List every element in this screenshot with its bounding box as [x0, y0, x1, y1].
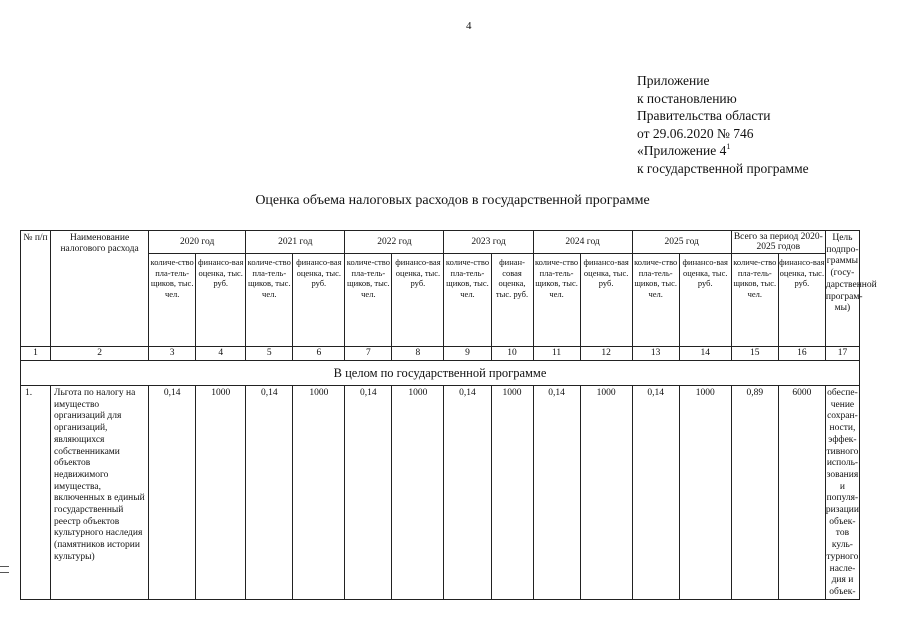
subheader-financial: финан-совая оценка, тыс. руб.	[491, 254, 533, 347]
column-number: 10	[491, 347, 533, 361]
column-number: 11	[533, 347, 580, 361]
column-number: 15	[731, 347, 778, 361]
column-number: 17	[825, 347, 859, 361]
appendix-line: к государственной программе	[637, 160, 809, 176]
payers-value: 0,14	[444, 386, 491, 600]
col-header-year: 2025 год	[632, 231, 731, 254]
subheader-payers: количе-ство пла-тель-щиков, тыс. чел.	[731, 254, 778, 347]
appendix-line: Приложение	[637, 73, 710, 88]
column-number: 3	[149, 347, 196, 361]
subheader-payers: количе-ство пла-тель-щиков, тыс. чел.	[149, 254, 196, 347]
col-header-total: Всего за период 2020-2025 годов	[731, 231, 825, 254]
financial-value: 1000	[491, 386, 533, 600]
payers-value: 0,14	[149, 386, 196, 600]
subheader-financial: финансо-вая оценка, тыс. руб.	[580, 254, 632, 347]
appendix-header	[637, 72, 809, 178]
subheader-financial: финансо-вая оценка, тыс. руб.	[196, 254, 246, 347]
appendix-line: от 29.06.2020 № 746	[637, 125, 754, 141]
subheader-financial: финансо-вая оценка, тыс. руб.	[392, 254, 444, 347]
col-header-year: 2021 год	[246, 231, 345, 254]
financial-value: 1000	[392, 386, 444, 600]
column-number: 9	[444, 347, 491, 361]
payers-value: 0,14	[345, 386, 392, 600]
col-header-year: 2024 год	[533, 231, 632, 254]
col-header-year: 2020 год	[149, 231, 246, 254]
tax-expenditure-name: Льгота по налогу на имущество организаций для организаций, являющихся собственниками объектов недвижимого имущества, включенных в единый государственный реестр объектов культурного наследия (памятников истории культуры)	[51, 386, 149, 600]
header-row	[21, 231, 860, 254]
payers-value: 0,14	[632, 386, 679, 600]
appendix-line	[637, 142, 809, 160]
appendix-superscript: 1	[726, 142, 731, 152]
subheader-payers: количе-ство пла-тель-щиков, тыс. чел.	[345, 254, 392, 347]
subheader-financial: финансо-вая оценка, тыс. руб.	[679, 254, 731, 347]
col-header-year: 2022 год	[345, 231, 444, 254]
col-header-year: 2023 год	[444, 231, 533, 254]
column-number: 2	[51, 347, 149, 361]
column-number: 6	[293, 347, 345, 361]
financial-value: 1000	[580, 386, 632, 600]
payers-value: 0,14	[246, 386, 293, 600]
col-header-number: № п/п	[21, 231, 51, 347]
payers-value: 0,14	[533, 386, 580, 600]
column-number: 14	[679, 347, 731, 361]
total-financial-value: 6000	[778, 386, 825, 600]
column-number: 5	[246, 347, 293, 361]
row-number: 1.	[21, 386, 51, 600]
column-number: 1	[21, 347, 51, 361]
appendix-line-text: «Приложение 4	[637, 143, 727, 159]
appendix-line: Правительства области	[637, 108, 771, 124]
subheader-payers: количе-ство пла-тель-щиков, тыс. чел.	[246, 254, 293, 347]
financial-value: 1000	[196, 386, 246, 600]
column-number: 13	[632, 347, 679, 361]
section-title: В целом по государственной программе	[21, 361, 860, 386]
column-number: 12	[580, 347, 632, 361]
col-header-goal: Цель подпро-граммы (госу-дарственной програм-мы)	[825, 231, 859, 347]
table-row	[21, 386, 860, 600]
column-number-row	[21, 347, 860, 361]
appendix-line: к постановлению	[637, 90, 737, 106]
subheader-financial: финансо-вая оценка, тыс. руб.	[293, 254, 345, 347]
program-goal: обеспе-чение сохран-ности, эффек-тивного исполь-зования и популя-ризации объек-тов куль-турного насле-дия и объек-	[825, 386, 859, 600]
subheader-financial: финансо-вая оценка, тыс. руб.	[778, 254, 825, 347]
section-row	[21, 361, 860, 386]
financial-value: 1000	[293, 386, 345, 600]
subheader-payers: количе-ство пла-тель-щиков, тыс. чел.	[444, 254, 491, 347]
column-number: 8	[392, 347, 444, 361]
subheader-payers: количе-ство пла-тель-щиков, тыс. чел.	[533, 254, 580, 347]
tax-expenditure-table	[20, 230, 877, 600]
page-number: 4	[466, 20, 472, 32]
document-title: Оценка объема налоговых расходов в государственной программе	[255, 193, 650, 208]
column-number: 16	[778, 347, 825, 361]
scan-edge-mark	[0, 566, 9, 573]
financial-value: 1000	[679, 386, 731, 600]
col-header-name: Наименование налогового расхода	[51, 231, 149, 347]
total-payers-value: 0,89	[731, 386, 778, 600]
column-number: 4	[196, 347, 246, 361]
column-number: 7	[345, 347, 392, 361]
subheader-payers: количе-ство пла-тель-щиков, тыс. чел.	[632, 254, 679, 347]
